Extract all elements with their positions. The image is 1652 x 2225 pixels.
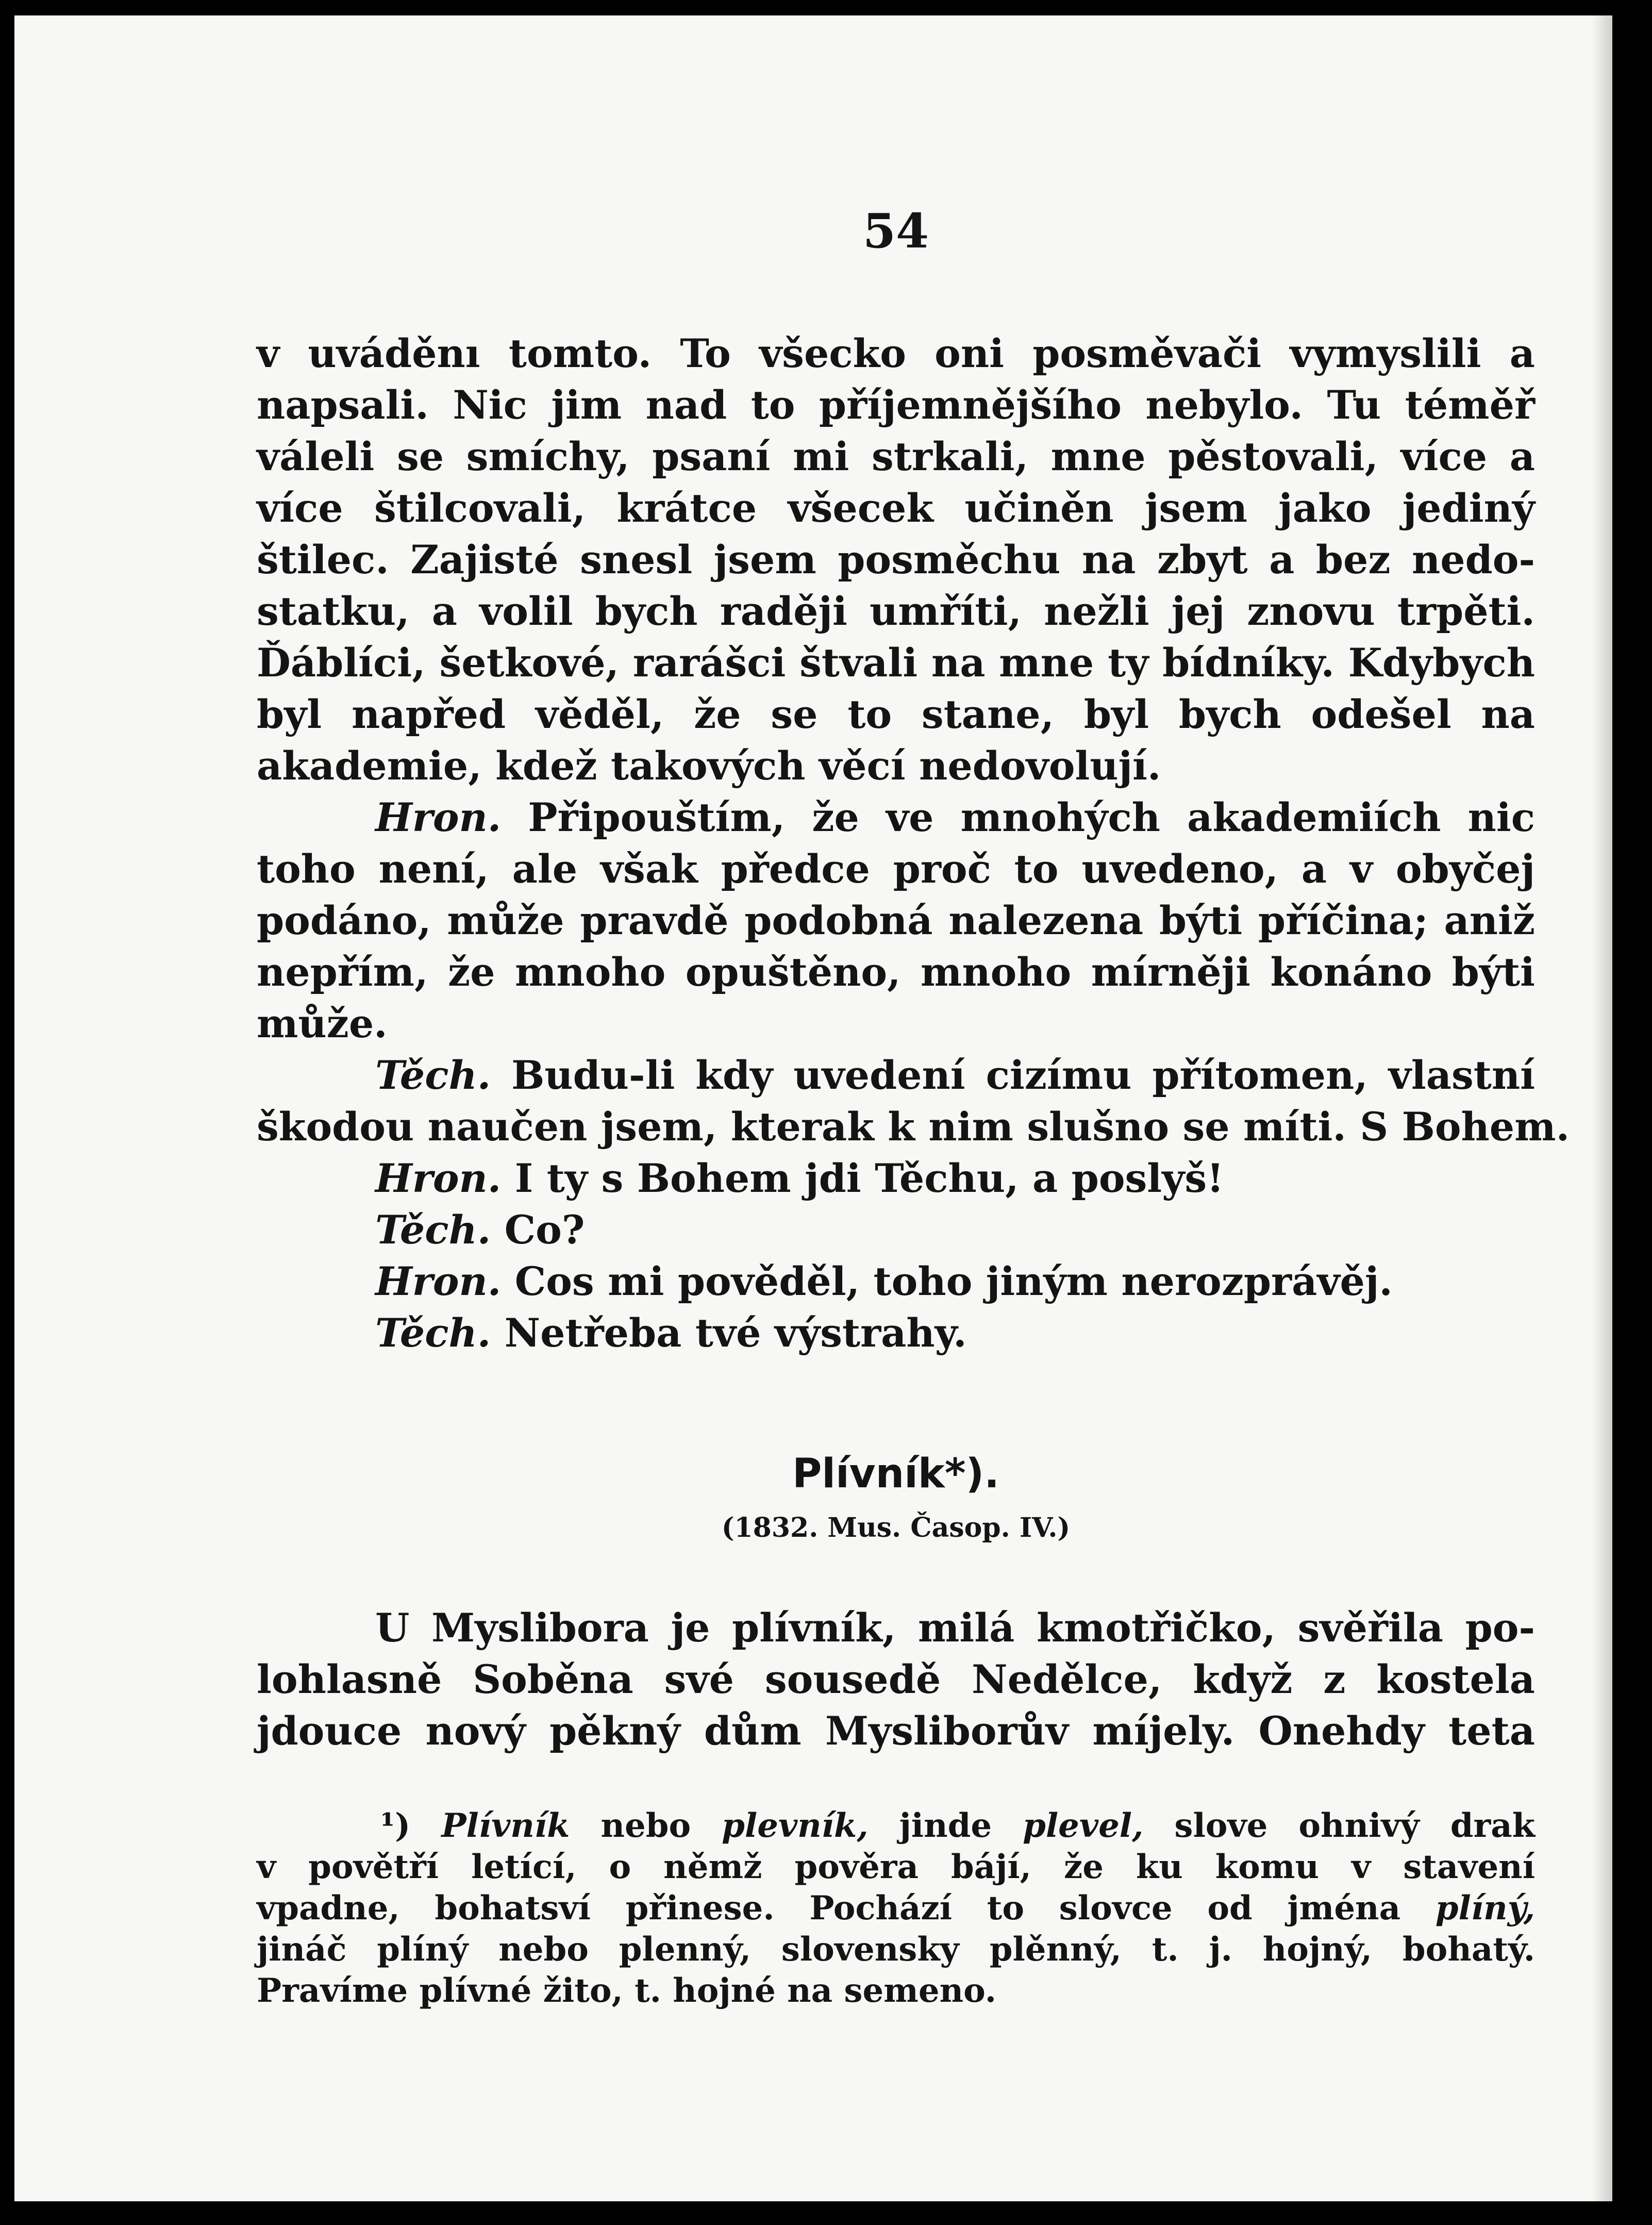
- body-line: akademie, kdež takových věcí nedovolují.: [257, 743, 1161, 789]
- dialogue-text: Připouštím, že ve mnohých akademiích nic: [528, 794, 1535, 840]
- footnote-text: jinde: [899, 1806, 992, 1845]
- dialogue-line: [257, 1258, 1535, 1304]
- dialogue-line: [257, 1052, 1535, 1098]
- dialogue-line: [257, 1207, 1535, 1253]
- body-line: toho není, ale však předce proč to uvedeno, a v obyčej: [257, 846, 1535, 892]
- speaker-name: Hron.: [375, 794, 502, 840]
- speaker-name: Těch.: [375, 1052, 491, 1098]
- footnote-text: vpadne, bohatsví přinese. Pochází to slovce od jména: [257, 1889, 1401, 1928]
- footnote-line: [257, 1806, 1536, 1845]
- dialogue-line: [257, 1155, 1535, 1201]
- footnote-line: [257, 1889, 1536, 1928]
- body-line: statku, a volil bych raději umříti, nežli jej znovu trpěti.: [257, 588, 1535, 634]
- footnote-term: plíný,: [1435, 1889, 1536, 1928]
- body-line: může.: [257, 1001, 388, 1047]
- dialogue-text: Co?: [504, 1207, 585, 1253]
- footnote-term: plevel,: [1023, 1806, 1144, 1845]
- footnote-term: plevník,: [722, 1806, 869, 1845]
- body-line: váleli se smíchy, psaní mi strkali, mne pěstovali, více a: [257, 434, 1535, 479]
- book-page: [14, 15, 1612, 2201]
- body-line: napsali. Nic jim nad to příjemnějšího nebylo. Tu téměř: [257, 382, 1535, 428]
- body-line: v uváděnı tomto. To všecko oni posměvači vymyslili a: [257, 330, 1535, 376]
- body-line: štilec. Zajisté snesl jsem posměchu na zbyt a bez nedo-: [257, 537, 1535, 583]
- footnote-marker: ¹): [380, 1806, 411, 1845]
- section-title: Plívník*).: [792, 1451, 999, 1497]
- footnote-text: slove ohnivý drak: [1174, 1806, 1536, 1845]
- body-line: škodou naučen jsem, kterak k nim slušno se míti. S Bohem.: [257, 1104, 1570, 1150]
- section-line: lohlasně Soběna své sousedě Nedělce, když z kostela: [257, 1656, 1535, 1702]
- body-line: více štilcovali, krátce všecek učiněn jsem jako jediný: [257, 485, 1535, 531]
- body-line: nepřím, že mnoho opuštěno, mnoho mírněji konáno býti: [257, 949, 1535, 995]
- footnote-line: Pravíme plívné žito, t. hojné na semeno.: [257, 1971, 996, 2010]
- speaker-name: Hron.: [375, 1258, 502, 1304]
- body-line: byl napřed věděl, že se to stane, byl bych odešel na: [257, 691, 1535, 737]
- speaker-name: Hron.: [375, 1155, 502, 1201]
- body-line: Ďáblíci, šetkové, rarášci štvali na mne ty bídníky. Kdybych: [257, 640, 1535, 686]
- dialogue-line: [257, 1310, 1535, 1356]
- dialogue-text: Netřeba tvé výstrahy.: [504, 1310, 967, 1356]
- dialogue-text: I ty s Bohem jdi Těchu, a poslyš!: [514, 1155, 1224, 1201]
- dialogue-line: [257, 794, 1535, 840]
- footnote-line: v povětří letící, o němž pověra bájí, že ku komu v stavení: [257, 1848, 1535, 1886]
- section-subtitle: (1832. Mus. Časop. IV.): [721, 1512, 1071, 1543]
- dialogue-text: Cos mi pověděl, toho jiným nerozprávěj.: [514, 1258, 1393, 1304]
- dialogue-text: Budu-li kdy uvedení cizímu přítomen, vlastní: [511, 1052, 1535, 1098]
- speaker-name: Těch.: [375, 1310, 491, 1356]
- page-number: 54: [862, 203, 929, 259]
- body-line: podáno, může pravdě podobná nalezena býti příčina; aniž: [257, 898, 1535, 943]
- footnote-line: jináč plíný nebo plenný, slovensky plěnný, t. j. hojný, bohatý.: [257, 1930, 1535, 1969]
- section-line: U Myslibora je plívník, milá kmotřičko, svěřila po-: [375, 1605, 1535, 1651]
- section-line: jdouce nový pěkný dům Mysliborův míjely. Onehdy teta: [257, 1708, 1535, 1754]
- page-edge-shadow: [1592, 15, 1612, 2201]
- speaker-name: Těch.: [375, 1207, 491, 1253]
- footnote-text: nebo: [600, 1806, 691, 1845]
- page-content: [257, 15, 1570, 2201]
- footnote-term: Plívník: [441, 1806, 570, 1845]
